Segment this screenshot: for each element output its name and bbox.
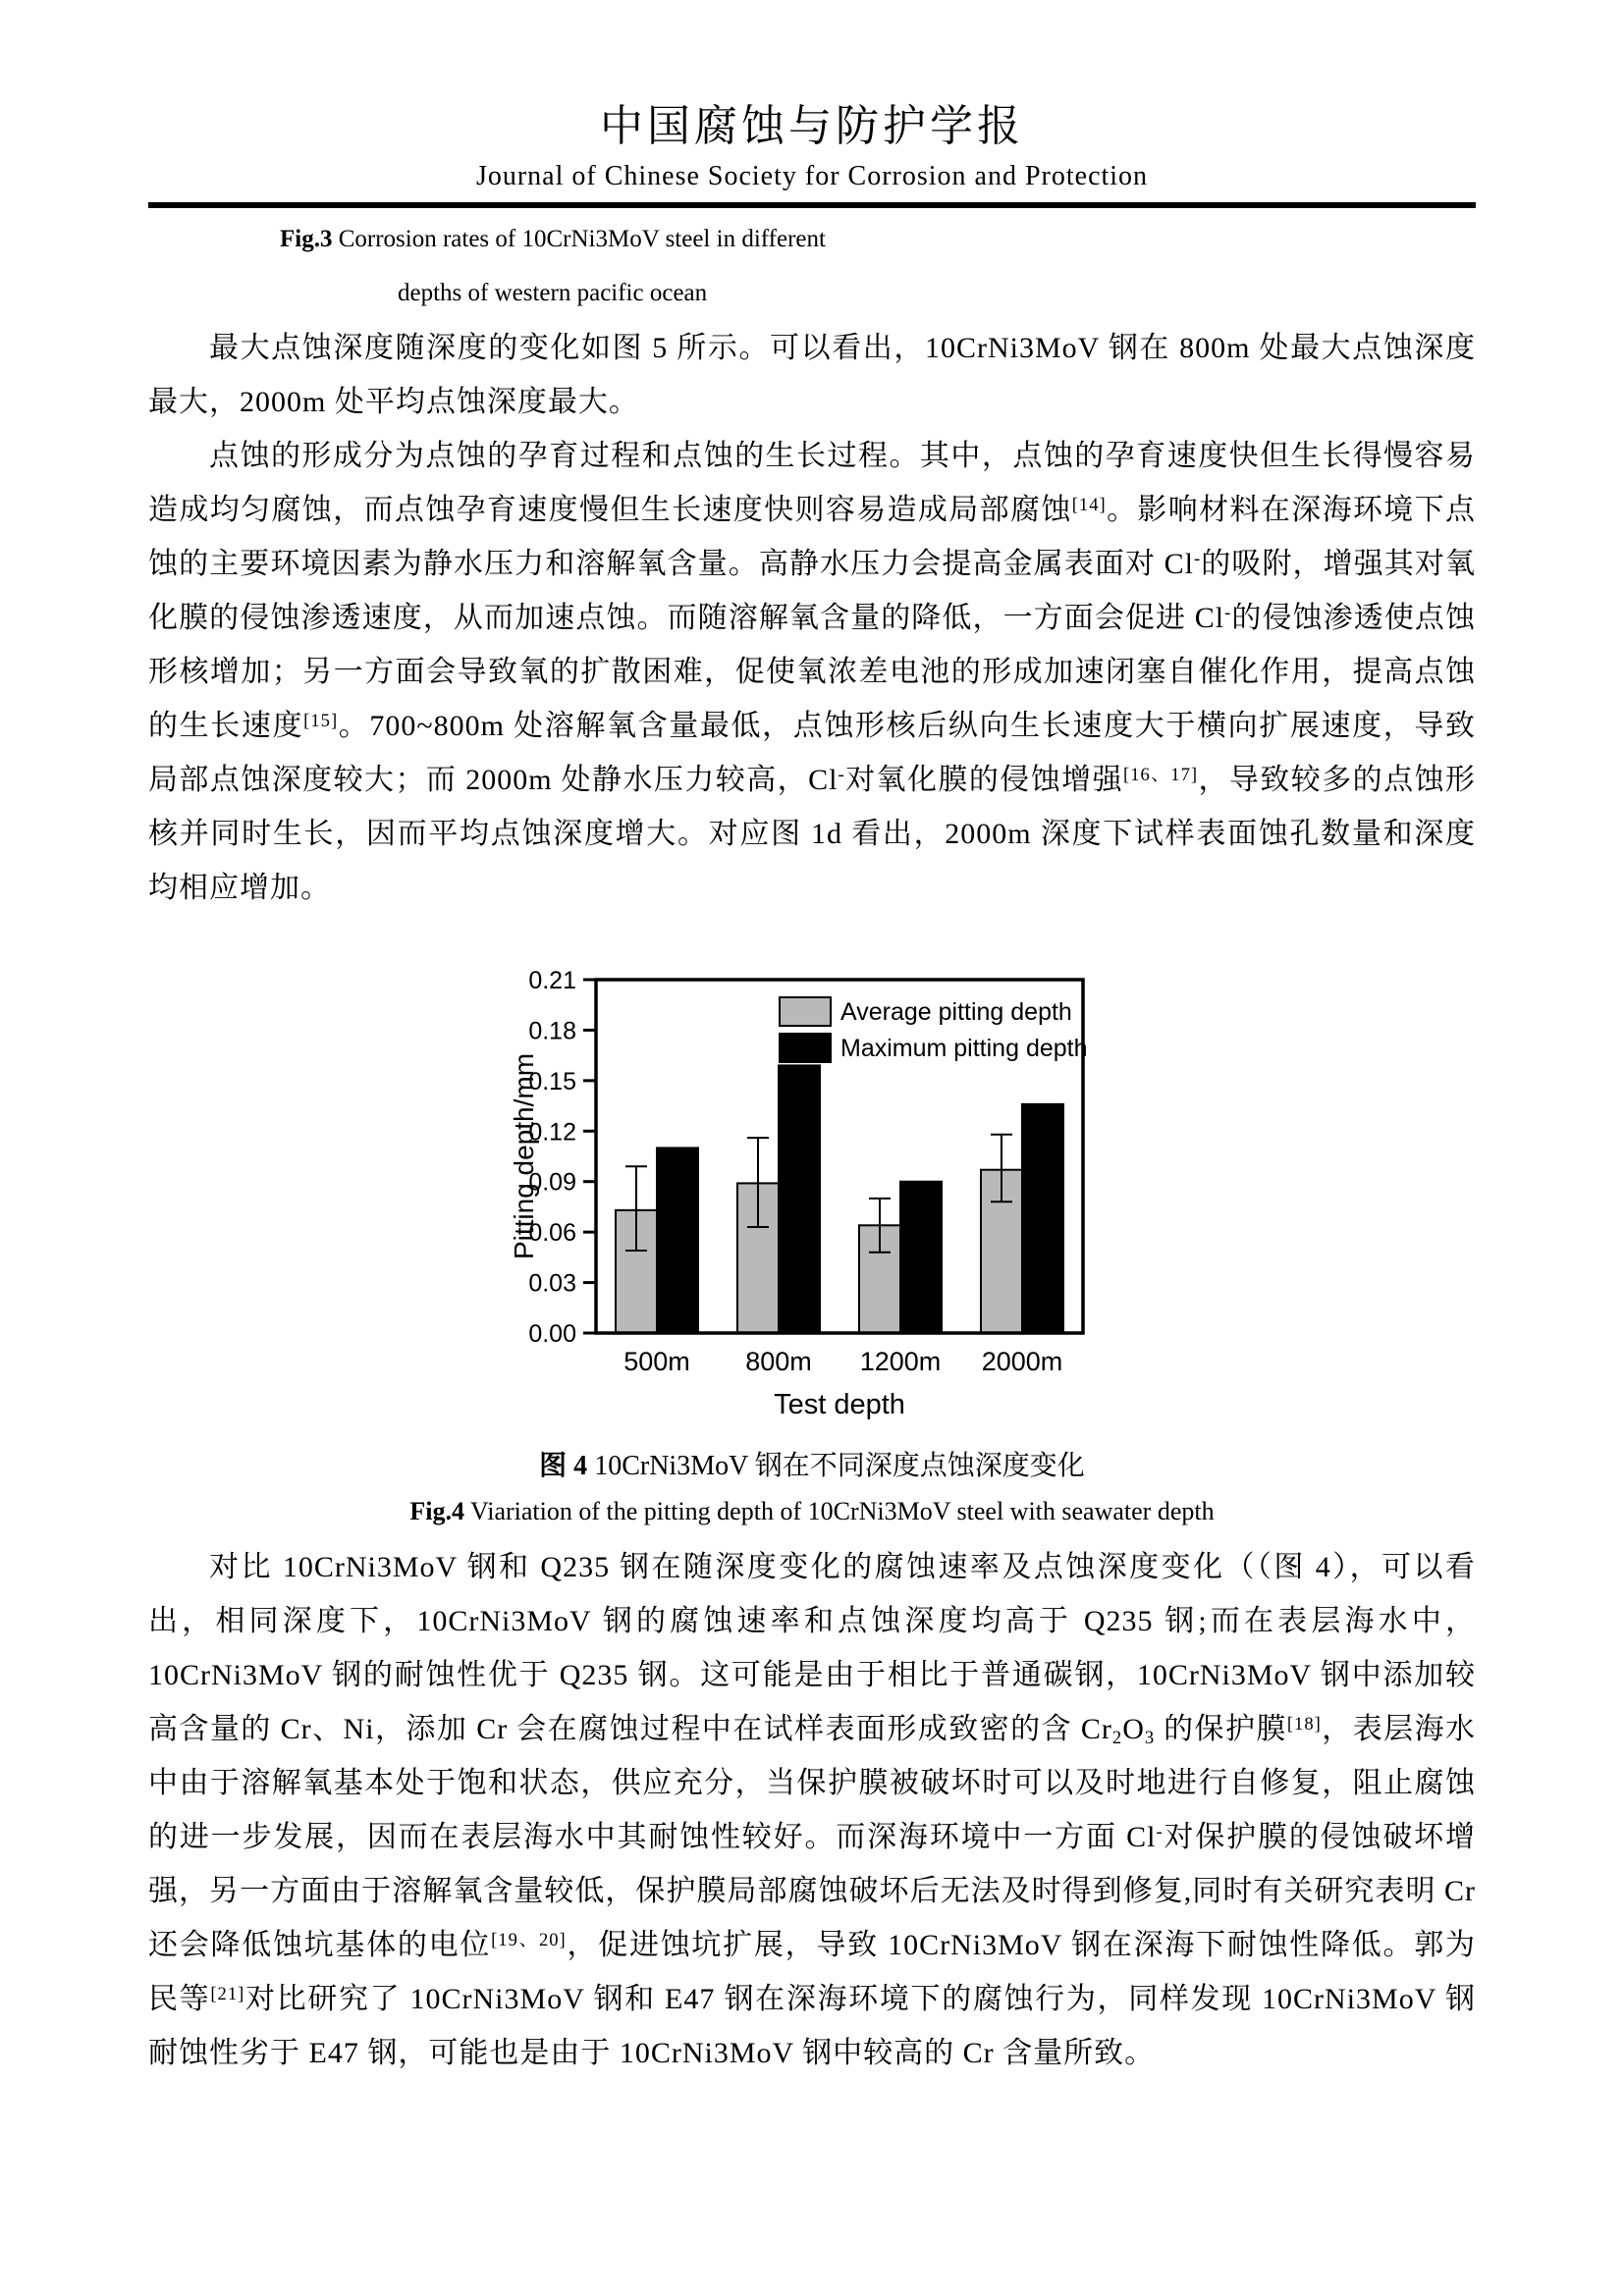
legend-swatch-maximum: [780, 1034, 831, 1062]
fig4-caption-en: [0, 1497, 1624, 1526]
y-tick-label: 0.15: [528, 1067, 576, 1095]
fig4-bar-chart: [0, 958, 1624, 1424]
fig4-chart-svg: [498, 958, 1126, 1419]
paragraph-pitting-mechanism: 点蚀的形成分为点蚀的孕育过程和点蚀的生长过程。其中，点蚀的孕育速度快但生长得慢容易造成均匀腐蚀，而点蚀孕育速度慢但生长速度快则容易造成局部腐蚀[14]。影响材料在深海环境下点蚀的主要环境因素为静水压力和溶解氧含量。高静水压力会提高金属表面对 Cl-的吸附，增强其对氧化膜的侵蚀渗透速度，从而加速点蚀。而随溶解氧含量的降低，一方面会促进 Cl-的侵蚀渗透使点蚀形核增加；另一方面会导致氧的扩散困难，促使氧浓差电池的形成加速闭塞自催化作用，提高点蚀的生长速度[15]。700~800m 处溶解氧含量最低，点蚀形核后纵向生长速度大于横向扩展速度，导致局部点蚀深度较大；而 2000m 处静水压力较高，Cl-对氧化膜的侵蚀增强[16、17]，导致较多的点蚀形核并同时生长，因而平均点蚀深度增大。对应图 1d 看出，2000m 深度下试样表面蚀孔数量和深度均相应增加。: [148, 440, 1477, 904]
fig3-caption-label: Fig.3: [280, 226, 333, 252]
bar-maximum-2000m: [1022, 1104, 1063, 1333]
article-body: [148, 321, 1476, 915]
y-tick-label: 0.00: [528, 1320, 576, 1348]
y-tick-label: 0.21: [528, 967, 576, 994]
header-divider-rule: [148, 202, 1476, 208]
bar-maximum-1200m: [900, 1182, 942, 1333]
fig4-caption-en-text: Viariation of the pitting depth of 10CrNi3MoV steel with seawater depth: [463, 1497, 1215, 1525]
y-tick-label: 0.18: [528, 1017, 576, 1045]
journal-title-en: Journal of Chinese Society for Corrosion and Protection: [475, 161, 1149, 191]
fig3-caption-line2: depths of western pacific ocean: [398, 280, 708, 306]
paragraph-comparison-q235: 对比 10CrNi3MoV 钢和 Q235 钢在随深度变化的腐蚀速率及点蚀深度变化（（图 4），可以看出，相同深度下，10CrNi3MoV 钢的腐蚀速率和点蚀深度均高于 Q235 钢;而在表层海水中，10CrNi3MoV 钢的耐蚀性优于 Q235 钢。这可能是由于相比于普通碳钢，10CrNi3MoV 钢中添加较高含量的 Cr、Ni，添加 Cr 会在腐蚀过程中在试样表面形成致密的含 $Cr_2O_3$ 的保护膜[18]，表层海水中由于溶解氧基本处于饱和状态，供应充分，当保护膜被破坏时可以及时地进行自修复，阻止腐蚀的进一步发展，因而在表层海水中其耐蚀性较好。而深海环境中一方面 Cl-对保护膜的侵蚀破坏增强，另一方面由于溶解氧含量较低，保护膜局部腐蚀破坏后无法及时得到修复,同时有关研究表明 Cr 还会降低蚀坑基体的电位[19、20]，促进蚀坑扩展，导致 10CrNi3MoV 钢在深海下耐蚀性降低。郭为民等[21]对比研究了 10CrNi3MoV 钢和 E47 钢在深海环境下的腐蚀行为，同样发现 10CrNi3MoV 钢耐蚀性劣于 E47 钢，可能也是由于 10CrNi3MoV 钢中较高的 Cr 含量所致。: [148, 1551, 1477, 2069]
x-axis-title: Test depth: [774, 1389, 905, 1419]
article-body-2: [148, 1540, 1476, 2080]
bar-maximum-500m: [657, 1148, 698, 1333]
figure4-chart-container: [0, 958, 1624, 1424]
legend-swatch-average: [780, 997, 831, 1026]
y-axis-title: Pitting depth/mm: [509, 1052, 539, 1260]
x-tick-label-1200m: 1200m: [859, 1347, 942, 1376]
journal-title-zh: 中国腐蚀与防护学报: [600, 102, 1024, 150]
x-tick-label-500m: 500m: [623, 1347, 690, 1376]
y-tick-label: 0.12: [528, 1118, 576, 1147]
y-tick-label: 0.09: [528, 1168, 576, 1197]
fig4-caption-zh: [0, 1444, 1624, 1483]
x-tick-label-800m: 800m: [745, 1347, 812, 1376]
fig4-caption-en-label: Fig.4: [409, 1497, 464, 1525]
journal-header: [0, 0, 1624, 208]
fig3-caption-line1: [280, 226, 1624, 253]
legend-label-maximum: Maximum pitting depth: [840, 1035, 1088, 1062]
fig3-caption-text: Corrosion rates of 10CrNi3MoV steel in different: [332, 226, 826, 252]
fig4-caption-zh-text: 10CrNi3MoV 钢在不同深度点蚀深度变化: [587, 1451, 1085, 1481]
fig4-caption-zh-label: 图 4: [539, 1451, 588, 1481]
y-tick-label: 0.03: [528, 1269, 576, 1298]
bar-maximum-800m: [779, 1065, 820, 1333]
legend-label-average: Average pitting depth: [840, 998, 1072, 1026]
y-tick-label: 0.06: [528, 1219, 576, 1248]
x-tick-label-2000m: 2000m: [981, 1347, 1063, 1376]
paragraph-max-pitting-depth: 最大点蚀深度随深度的变化如图 5 所示。可以看出，10CrNi3MoV 钢在 800m 处最大点蚀深度最大，2000m 处平均点蚀深度最大。: [148, 332, 1476, 418]
